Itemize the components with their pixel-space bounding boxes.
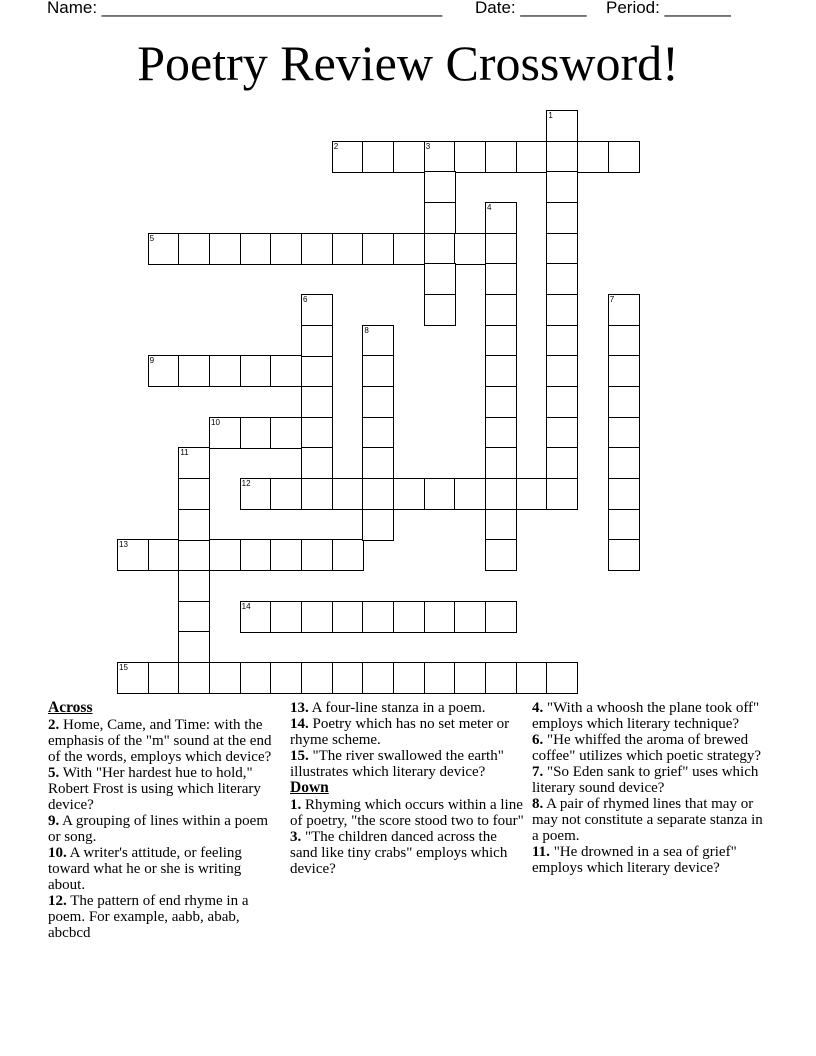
grid-cell[interactable] [117, 662, 149, 694]
cell-number: 1 [548, 111, 553, 120]
cell-number: 14 [241, 601, 251, 611]
grid-cell[interactable] [270, 233, 302, 265]
grid-cell[interactable] [270, 539, 302, 571]
grid-cell[interactable] [546, 325, 578, 357]
grid-cell[interactable] [485, 539, 517, 571]
grid-cell[interactable] [393, 601, 425, 633]
grid-cell[interactable] [485, 509, 517, 541]
grid-cell[interactable] [424, 662, 456, 694]
grid-cell[interactable] [362, 325, 394, 357]
cell-number: 7 [609, 295, 615, 305]
grid-cell[interactable] [393, 662, 425, 694]
grid-cell[interactable] [546, 233, 578, 265]
grid-cell[interactable] [546, 141, 578, 173]
grid-cell[interactable] [148, 539, 180, 571]
down-heading: Down [290, 779, 329, 796]
grid-cell[interactable] [178, 509, 210, 541]
clue-across [48, 845, 276, 893]
clue-number: 8. [532, 796, 544, 812]
grid-cell[interactable] [485, 294, 517, 326]
grid-cell[interactable] [516, 478, 548, 510]
clue-text: "He whiffed the aroma of brewed coffee" utilizes which poetic strategy? [532, 732, 762, 764]
clue-number: 4. [532, 700, 544, 716]
clue-number: 5. [48, 765, 60, 781]
grid-cell[interactable] [301, 417, 333, 449]
clues-column-1 [48, 700, 276, 941]
grid-cell[interactable] [485, 601, 517, 633]
clue-text: "He drowned in a sea of grief" employs which literary device? [532, 844, 737, 876]
clue-text: "The children danced across the sand like tiny crabs" employs which device? [290, 829, 508, 877]
grid-cell[interactable] [485, 233, 517, 265]
grid-cell[interactable] [332, 233, 364, 265]
grid-cell[interactable] [209, 662, 241, 694]
grid-cell[interactable] [362, 509, 394, 541]
clue-number: 9. [48, 813, 60, 829]
cell-number: 10 [211, 417, 220, 427]
clue-text: "So Eden sank to grief" uses which literary sound device? [532, 764, 759, 796]
grid-cell[interactable] [546, 447, 578, 479]
grid-cell[interactable] [424, 263, 456, 295]
clue-text: "The river swallowed the earth" illustrates which literary device? [290, 748, 504, 780]
grid-cell[interactable] [546, 355, 578, 387]
clue-across [48, 813, 276, 845]
clue-number: 14. [290, 716, 309, 732]
grid-cell[interactable] [362, 141, 394, 173]
grid-cell[interactable] [301, 294, 333, 326]
clue-down [532, 764, 772, 796]
clue-down [290, 797, 526, 829]
grid-cell[interactable] [608, 355, 640, 387]
grid-cell[interactable] [178, 662, 210, 694]
grid-cell[interactable] [301, 662, 333, 694]
grid-cell[interactable] [608, 386, 640, 418]
grid-cell[interactable] [270, 662, 302, 694]
grid-cell[interactable] [485, 141, 517, 173]
clue-across [48, 765, 276, 813]
clue-down [290, 829, 526, 877]
grid-cell[interactable] [608, 417, 640, 449]
grid-cell[interactable] [485, 355, 517, 387]
grid-cell[interactable] [332, 141, 364, 173]
grid-cell[interactable] [546, 662, 578, 694]
grid-cell[interactable] [546, 386, 578, 418]
grid-cell[interactable] [178, 447, 210, 479]
clue-number: 15. [290, 748, 309, 764]
grid-cell[interactable] [209, 355, 241, 387]
cell-number: 4 [487, 203, 492, 212]
clue-number: 11. [532, 844, 550, 860]
clue-text: Rhyming which occurs within a line of poetry, "the score stood two to four" [290, 797, 524, 829]
grid-cell[interactable] [178, 233, 210, 265]
clue-number: 12. [48, 893, 67, 909]
clue-text: A four-line stanza in a poem. [308, 700, 486, 716]
grid-cell[interactable] [209, 233, 241, 265]
cell-number: 8 [364, 325, 369, 335]
grid-cell[interactable] [362, 601, 394, 633]
grid-cell[interactable] [332, 601, 364, 633]
cell-number: 15 [119, 663, 128, 673]
grid-cell[interactable] [393, 141, 425, 173]
grid-cell[interactable] [485, 325, 517, 357]
grid-cell[interactable] [516, 141, 548, 173]
grid-cell[interactable] [270, 417, 302, 449]
cell-number: 5 [149, 233, 155, 243]
grid-cell[interactable] [546, 417, 578, 449]
grid-cell[interactable] [393, 233, 425, 265]
grid-cell[interactable] [608, 141, 640, 173]
grid-cell[interactable] [301, 355, 333, 387]
across-heading: Across [48, 699, 93, 716]
clue-down [532, 700, 772, 732]
clue-number: 1. [290, 797, 302, 813]
clue-across [48, 893, 276, 941]
grid-cell[interactable] [240, 601, 272, 633]
grid-cell[interactable] [148, 355, 180, 387]
grid-cell[interactable] [270, 355, 302, 387]
clues-column-3 [532, 700, 772, 876]
grid-cell[interactable] [608, 539, 640, 571]
grid-cell[interactable] [424, 294, 456, 326]
grid-cell[interactable] [301, 601, 333, 633]
clue-text: "With a whoosh the plane took off" employs which literary technique? [532, 700, 760, 732]
clue-text: A grouping of lines within a poem or song. [48, 813, 268, 845]
grid-cell[interactable] [240, 539, 272, 571]
period-field[interactable]: Period: _______ [606, 0, 731, 17]
grid-cell[interactable] [424, 601, 456, 633]
name-field[interactable]: Name: ____________________________________ [47, 0, 443, 17]
grid-cell[interactable] [454, 141, 486, 173]
grid-cell[interactable] [301, 447, 333, 479]
grid-cell[interactable] [178, 570, 210, 602]
clue-text: With "Her hardest hue to hold," Robert Frost is using which literary device? [48, 765, 261, 813]
grid-cell[interactable] [546, 478, 578, 510]
grid-cell[interactable] [178, 539, 210, 571]
clue-number: 3. [290, 829, 302, 845]
grid-cell[interactable] [301, 233, 333, 265]
grid-cell[interactable] [485, 662, 517, 694]
grid-cell[interactable] [608, 294, 640, 326]
cell-number: 2 [333, 141, 339, 151]
grid-cell[interactable] [209, 417, 241, 449]
grid-cell[interactable] [546, 110, 578, 142]
grid-cell[interactable] [148, 233, 180, 265]
clue-text: Poetry which has no set meter or rhyme scheme. [290, 716, 510, 748]
grid-cell[interactable] [301, 325, 333, 357]
grid-cell[interactable] [454, 478, 486, 510]
grid-cell[interactable] [178, 601, 210, 633]
clue-across [290, 748, 526, 780]
grid-cell[interactable] [485, 478, 517, 510]
grid-cell[interactable] [178, 478, 210, 510]
grid-cell[interactable] [362, 478, 394, 510]
grid-cell[interactable] [209, 539, 241, 571]
clue-text: Home, Came, and Time: with the emphasis of the "m" sound at the end of the words, employs which device? [48, 717, 272, 765]
grid-cell[interactable] [485, 386, 517, 418]
cell-number: 13 [119, 540, 128, 550]
grid-cell[interactable] [454, 233, 486, 265]
grid-cell[interactable] [485, 447, 517, 479]
clue-number: 7. [532, 764, 544, 780]
cell-number: 12 [241, 479, 251, 489]
grid-cell[interactable] [546, 263, 578, 295]
grid-cell[interactable] [301, 386, 333, 418]
date-field[interactable]: Date: _______ [475, 0, 587, 17]
grid-cell[interactable] [148, 662, 180, 694]
clue-text: The pattern of end rhyme in a poem. For example, aabb, abab, abcbcd [48, 893, 249, 941]
grid-cell[interactable] [485, 202, 517, 234]
clue-text: A pair of rhymed lines that may or may not constitute a separate stanza in a poem. [532, 796, 763, 844]
grid-cell[interactable] [393, 478, 425, 510]
grid-cell[interactable] [362, 662, 394, 694]
cell-number: 11 [180, 448, 189, 458]
clue-down [532, 844, 772, 876]
grid-cell[interactable] [362, 386, 394, 418]
grid-cell[interactable] [485, 417, 517, 449]
grid-cell[interactable] [608, 447, 640, 479]
grid-cell[interactable] [362, 233, 394, 265]
grid-cell[interactable] [454, 601, 486, 633]
grid-cell[interactable] [608, 509, 640, 541]
grid-cell[interactable] [362, 417, 394, 449]
page-title: Poetry Review Crossword! [137, 35, 679, 91]
grid-cell[interactable] [301, 478, 333, 510]
grid-cell[interactable] [577, 141, 609, 173]
grid-cell[interactable] [608, 478, 640, 510]
clue-across [290, 700, 526, 716]
grid-cell[interactable] [332, 662, 364, 694]
clue-number: 13. [290, 700, 309, 716]
grid-cell[interactable] [240, 355, 272, 387]
clue-across [290, 716, 526, 748]
grid-cell[interactable] [332, 539, 364, 571]
cell-number: 3 [425, 141, 431, 151]
grid-cell[interactable] [424, 478, 456, 510]
grid-cell[interactable] [424, 171, 456, 203]
grid-cell[interactable] [362, 447, 394, 479]
grid-cell[interactable] [240, 233, 272, 265]
grid-cell[interactable] [270, 478, 302, 510]
cell-number: 6 [303, 295, 308, 305]
grid-cell[interactable] [240, 478, 272, 510]
grid-cell[interactable] [301, 539, 333, 571]
grid-cell[interactable] [546, 294, 578, 326]
grid-cell[interactable] [424, 141, 456, 173]
clue-number: 2. [48, 717, 60, 733]
grid-cell[interactable] [178, 631, 210, 663]
grid-cell[interactable] [424, 202, 456, 234]
grid-cell[interactable] [546, 171, 578, 203]
grid-cell[interactable] [332, 478, 364, 510]
clue-across [48, 717, 276, 765]
grid-cell[interactable] [485, 263, 517, 295]
clue-down [532, 796, 772, 844]
clues-column-2 [290, 700, 526, 877]
grid-cell[interactable] [178, 355, 210, 387]
grid-cell[interactable] [516, 662, 548, 694]
clue-text: A writer's attitude, or feeling toward what he or she is writing about. [48, 845, 242, 893]
grid-cell[interactable] [546, 202, 578, 234]
grid-cell[interactable] [362, 355, 394, 387]
clue-down [532, 732, 772, 764]
grid-cell[interactable] [454, 662, 486, 694]
grid-cell[interactable] [117, 539, 149, 571]
grid-cell[interactable] [270, 601, 302, 633]
grid-cell[interactable] [424, 233, 456, 265]
grid-cell[interactable] [608, 325, 640, 357]
clue-number: 6. [532, 732, 544, 748]
grid-cell[interactable] [240, 662, 272, 694]
cell-number: 9 [149, 356, 155, 366]
grid-cell[interactable] [240, 417, 272, 449]
clue-number: 10. [48, 845, 67, 861]
